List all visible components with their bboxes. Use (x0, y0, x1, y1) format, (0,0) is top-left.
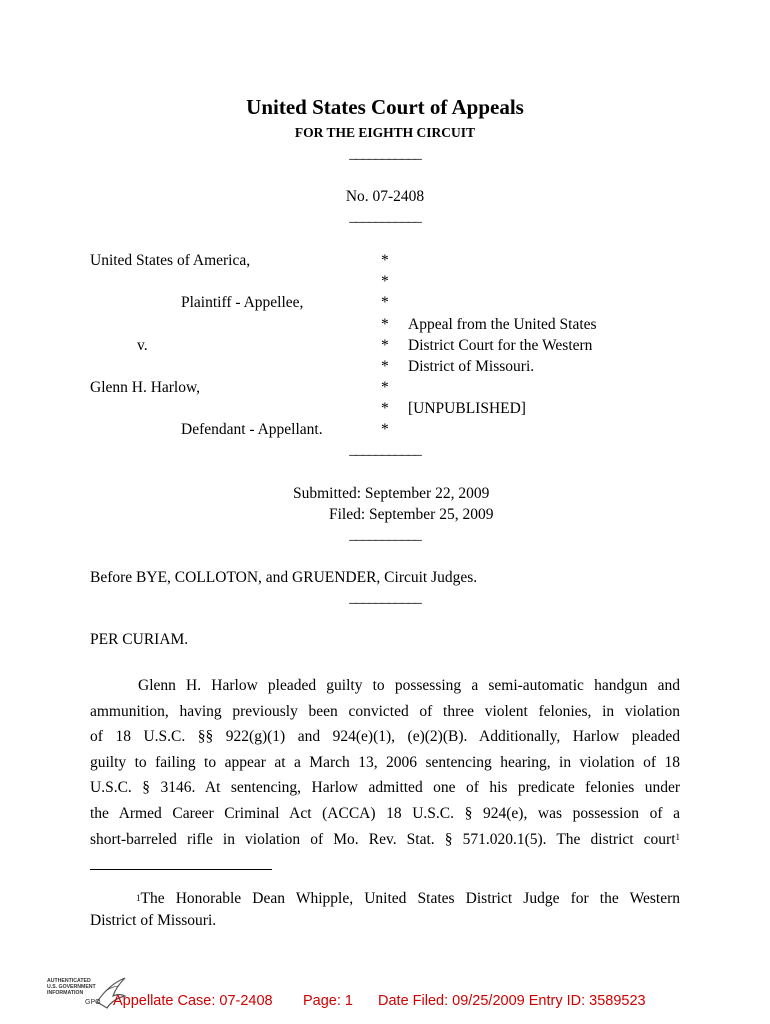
divider-rule: ___________ (349, 146, 421, 162)
court-title: United States Court of Appeals (246, 95, 524, 119)
gpo-label: GPO (85, 999, 101, 1006)
stamp-text (47, 978, 96, 996)
footer-case-number: Appellate Case: 07-2408 (113, 993, 273, 1009)
appeal-from-line: District Court for the Western (408, 337, 593, 354)
opinion-line: guilty to failing to appear at a March 13, 2006 sentencing hearing, in violation of 18 (90, 753, 680, 771)
stamp-line: U.S. GOVERNMENT (47, 984, 96, 990)
opinion-paragraph (90, 673, 680, 852)
defendant-role: Defendant - Appellant. (181, 421, 323, 438)
footnote-separator (90, 869, 272, 870)
caption-star: * (381, 316, 389, 333)
footnote-text: The Honorable Dean Whipple, United States District Judge for the Western (140, 890, 680, 907)
divider-rule: ___________ (349, 442, 421, 458)
appeal-from-line: District of Missouri. (408, 358, 535, 375)
plaintiff-role: Plaintiff - Appellee, (181, 294, 304, 311)
submitted-date: Submitted: September 22, 2009 (293, 485, 490, 502)
versus-label: v. (137, 337, 148, 354)
circuit-subtitle: FOR THE EIGHTH CIRCUIT (294, 125, 476, 140)
opinion-line-last (90, 827, 680, 853)
opinion-line: short-barreled rifle in violation of Mo. Rev. Stat. § 571.020.1(5). The district court (90, 830, 676, 848)
opinion-line: ammunition, having previously been convicted of three violent felonies, in violation (90, 702, 680, 720)
divider-rule: ___________ (349, 590, 421, 606)
footer-page-number: Page: 1 (303, 993, 353, 1009)
appeal-from-line: Appeal from the United States (408, 316, 597, 333)
opinion-line: of 18 U.S.C. §§ 922(g)(1) and 924(e)(1), (e)(2)(B). Additionally, Harlow pleaded (90, 728, 680, 746)
caption-star: * (381, 337, 389, 354)
footnote-line (90, 888, 680, 910)
caption-star: * (381, 358, 389, 375)
footnote-reference[interactable]: 1 (675, 831, 680, 842)
case-number: No. 07-2408 (345, 188, 425, 205)
caption-star: * (381, 273, 389, 290)
footer-filed-entry: Date Filed: 09/25/2009 Entry ID: 3589523 (378, 993, 646, 1009)
divider-rule: ___________ (349, 209, 421, 225)
caption-star: * (381, 379, 389, 396)
per-curiam-heading: PER CURIAM. (90, 631, 189, 648)
publication-status: [UNPUBLISHED] (408, 400, 526, 417)
opinion-line: U.S.C. § 3146. At sentencing, Harlow admitted one of his predicate felonies under (90, 779, 680, 797)
caption-star: * (381, 400, 389, 417)
footnote-line: District of Missouri. (90, 912, 217, 929)
defendant-name: Glenn H. Harlow, (90, 379, 201, 396)
footnote-marker: 1 (136, 893, 141, 903)
caption-star: * (381, 294, 389, 311)
filed-date: Filed: September 25, 2009 (329, 506, 494, 523)
footnote (90, 888, 680, 932)
stamp-line: INFORMATION (47, 990, 84, 996)
panel-judges: Before BYE, COLLOTON, and GRUENDER, Circuit Judges. (90, 569, 478, 586)
opinion-line: Glenn H. Harlow pleaded guilty to possessing a semi-automatic handgun and (138, 677, 680, 694)
caption-star: * (381, 252, 389, 269)
opinion-line: the Armed Career Criminal Act (ACCA) 18 U.S.C. § 924(e), was possession of a (90, 804, 680, 822)
divider-rule: ___________ (349, 527, 421, 543)
caption-star: * (381, 421, 389, 438)
stamp-line: AUTHENTICATED (47, 978, 91, 984)
plaintiff-name: United States of America, (90, 252, 251, 269)
